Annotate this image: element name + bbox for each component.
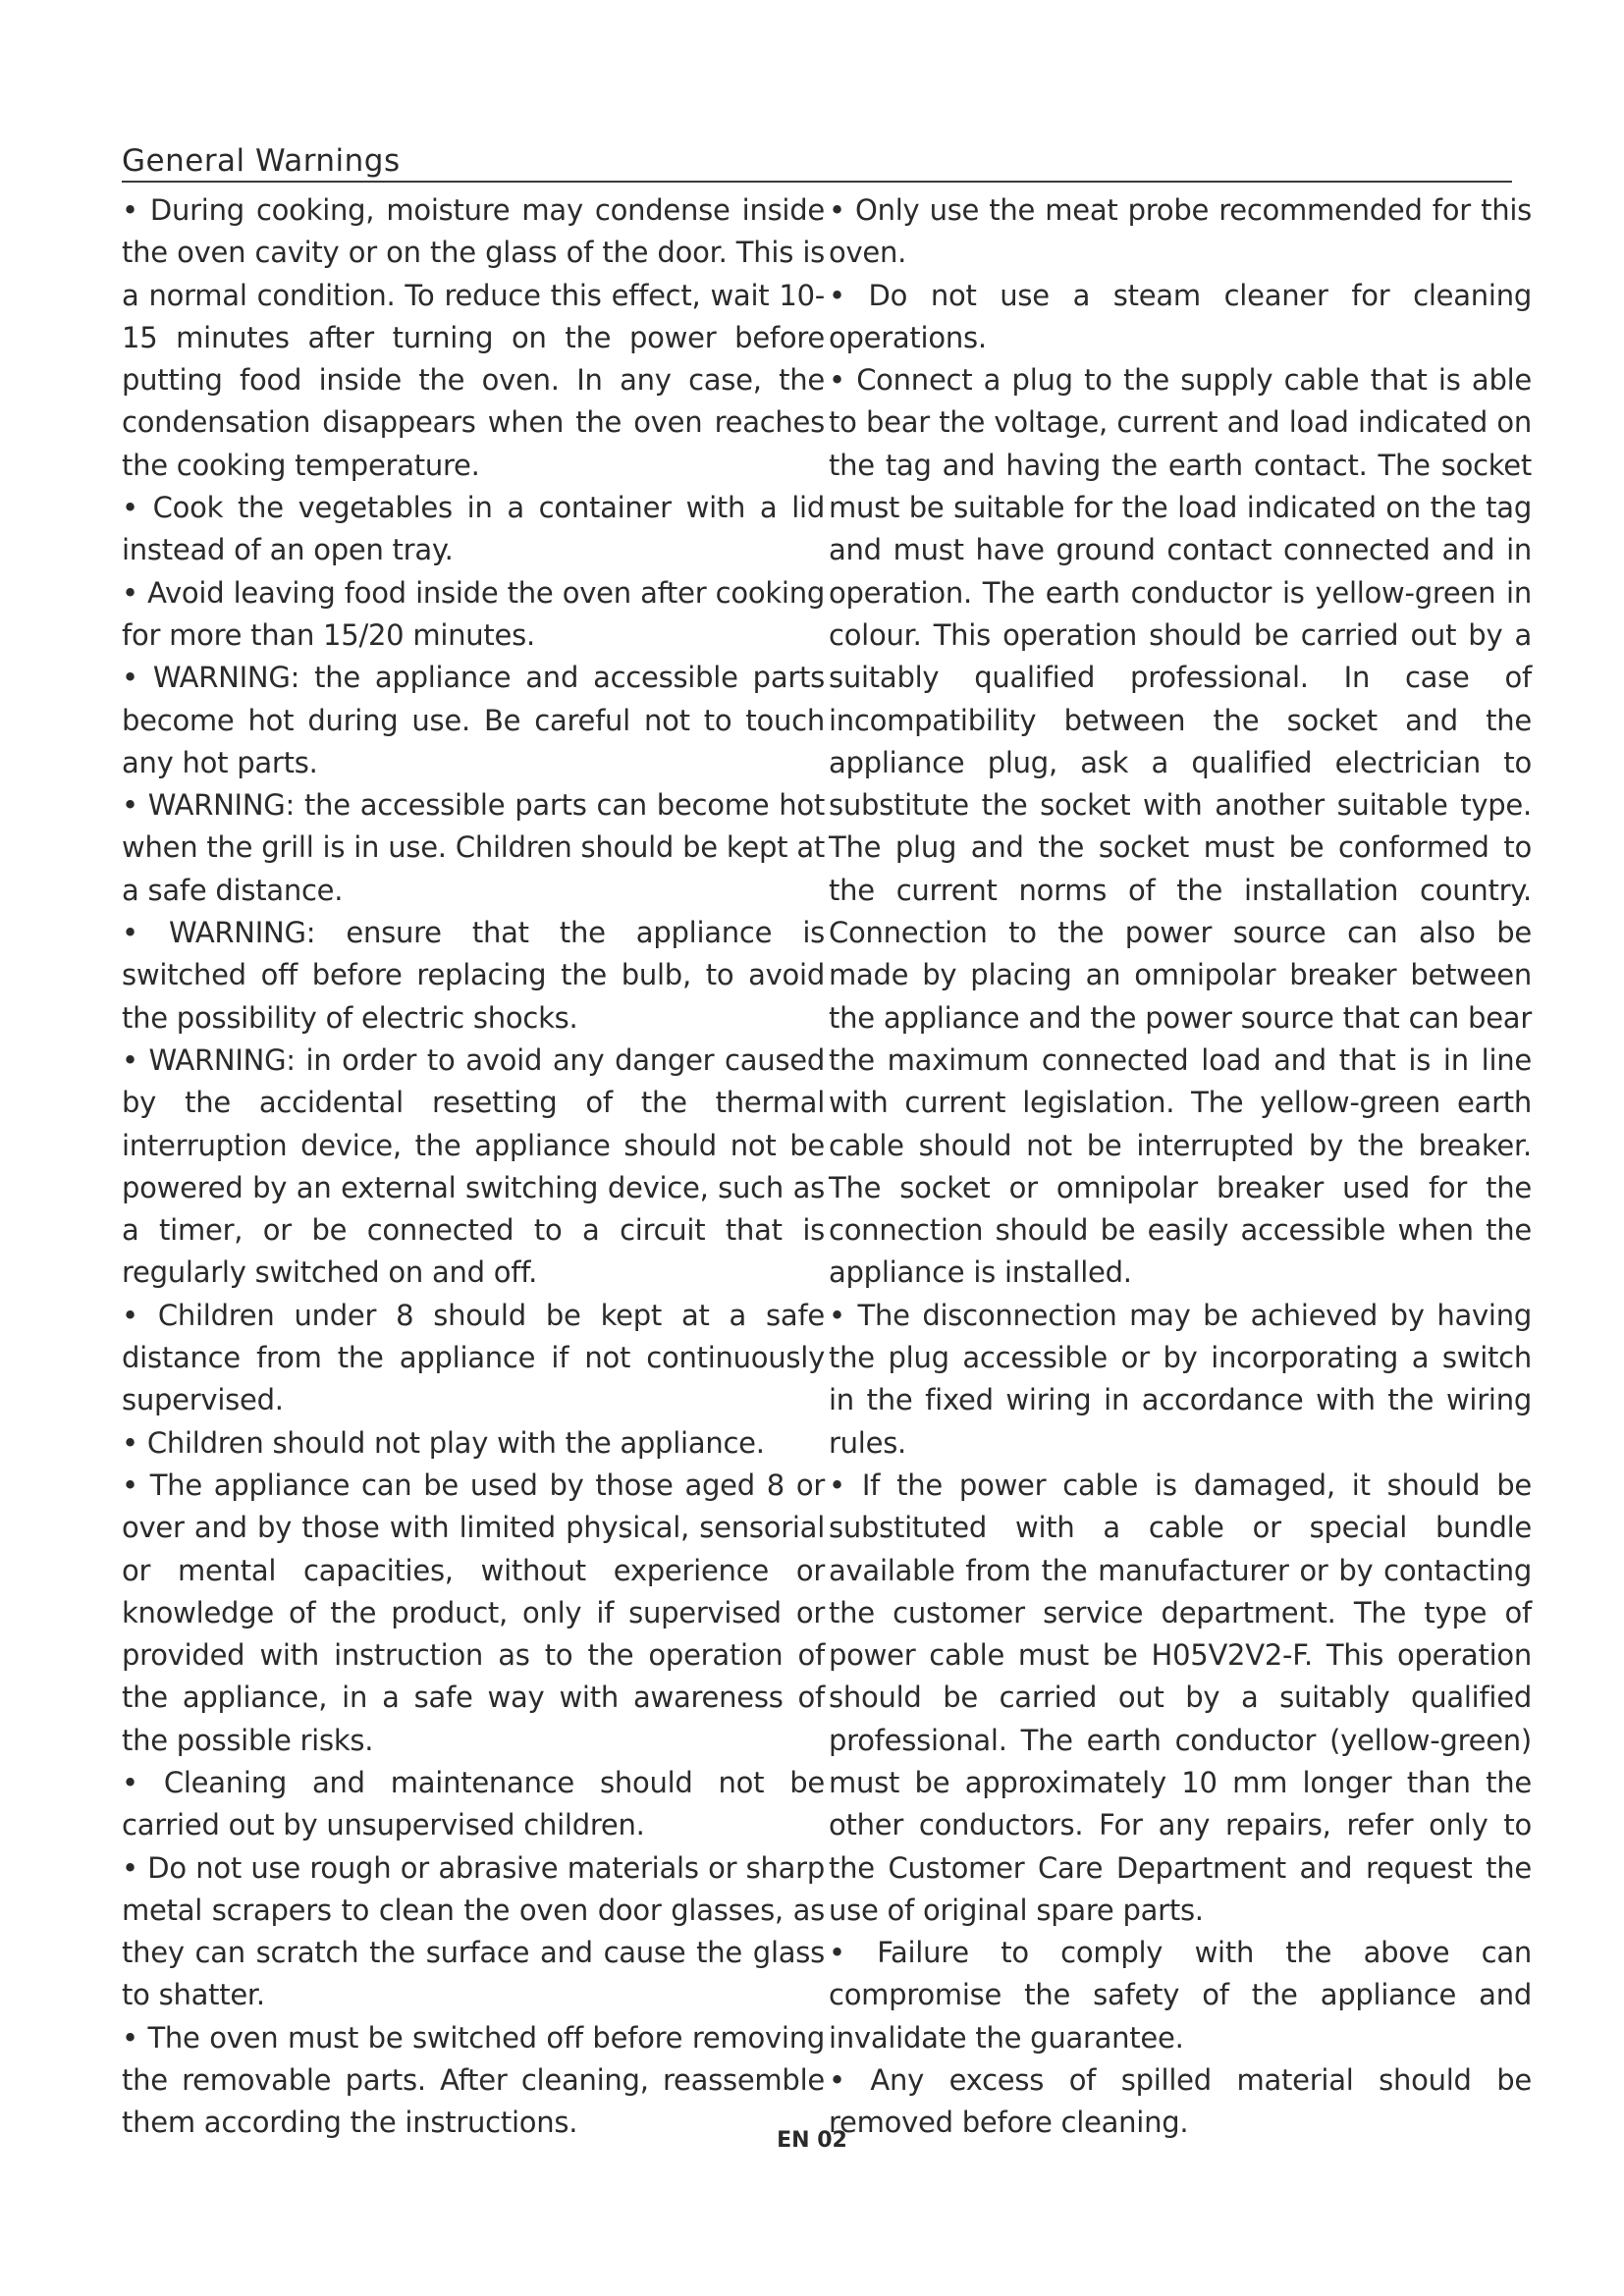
warning-paragraph: • Any excess of spilled material should be removed before cleaning. — [829, 2063, 1532, 2140]
warning-paragraph: • Only use the meat probe recommended for this oven. — [829, 193, 1532, 270]
warning-paragraph: • WARNING: the accessible parts can become hot when the grill is in use. Children should be kept at a safe distance. — [122, 788, 825, 907]
warning-paragraph: • Cleaning and maintenance should not be carried out by unsupervised children. — [122, 1765, 825, 1842]
warning-paragraph: • Connect a plug to the supply cable that is able to bear the voltage, current and load indicated on the tag and having the earth contact. The socket must be suitable for the load indicated on the tag and must have ground contact connected and in operation. The earth conductor is yellow-green in colour. This operation should be carried out by a suitably qualified professional. In case of incompatibility between the socket and the appliance plug, ask a qualified electrician to substitute the socket with another suitable type. The plug and the socket must be conformed to the current norms of the installation country. Connection to the power source can also be made by placing an omnipolar breaker between the appliance and the power source that can bear the maximum connected load and that is in line with current legislation. The yellow-green earth cable should not be interrupted by the breaker. The socket or omnipolar breaker used for the connection should be easily accessible when the appliance is installed. — [829, 363, 1532, 1290]
warning-paragraph: • WARNING: the appliance and accessible parts become hot during use. Be careful not to touch any hot parts. — [122, 661, 825, 779]
warning-paragraph: • Do not use a steam cleaner for cleaning operations. — [829, 278, 1532, 354]
section-header — [122, 130, 1512, 183]
section-title: General Warnings — [122, 143, 401, 179]
right-column — [829, 189, 1532, 2145]
warning-paragraph: • WARNING: ensure that the appliance is switched off before replacing the bulb, to avoid the possibility of electric shocks. — [122, 916, 825, 1035]
warning-paragraph: • Children under 8 should be kept at a safe distance from the appliance if not continuously supervised. — [122, 1298, 825, 1417]
warning-paragraph: • During cooking, moisture may condense inside the oven cavity or on the glass of the door. This is a normal condition. To reduce this effect, wait 10-15 minutes after turning on the power before putting food inside the oven. In any case, the condensation disappears when the oven reaches the cooking temperature. — [122, 193, 825, 482]
page-number: EN 02 — [777, 2128, 847, 2153]
warning-paragraph: • Children should not play with the appliance. — [122, 1425, 765, 1460]
warning-paragraph: • Do not use rough or abrasive materials or sharp metal scrapers to clean the oven door glasses, as they can scratch the surface and cause the glass to shatter. — [122, 1850, 825, 2012]
warning-paragraph: • Avoid leaving food inside the oven after cooking for more than 15/20 minutes. — [122, 575, 825, 652]
warning-paragraph: • WARNING: in order to avoid any danger caused by the accidental resetting of the thermal interruption device, the appliance should not be powered by an external switching device, such as a timer, or be connected to a circuit that is regularly switched on and off. — [122, 1042, 825, 1290]
left-column — [122, 189, 825, 2145]
warning-paragraph: • The appliance can be used by those aged 8 or over and by those with limited physical, sensorial or mental capacities, without experience or knowledge of the product, only if supervised or provided with instruction as to the operation of the appliance, in a safe way with awareness of the possible risks. — [122, 1468, 825, 1757]
warning-paragraph: • The oven must be switched off before removing the removable parts. After cleaning, reassemble them according the instructions. — [122, 2020, 825, 2140]
warning-paragraph: • Failure to comply with the above can compromise the safety of the appliance and invalidate the guarantee. — [829, 1936, 1532, 2055]
warning-paragraph: • If the power cable is damaged, it should be substituted with a cable or special bundle available from the manufacturer or by contacting the customer service department. The type of power cable must be H05V2V2-F. This operation should be carried out by a suitably qualified professional. The earth conductor (yellow-green) must be approximately 10 mm longer than the other conductors. For any repairs, refer only to the Customer Care Department and request the use of original spare parts. — [829, 1468, 1532, 1927]
warning-paragraph: • The disconnection may be achieved by having the plug accessible or by incorporating a switch in the fixed wiring in accordance with the wiring rules. — [829, 1298, 1532, 1460]
warning-paragraph: • Cook the vegetables in a container with a lid instead of an open tray. — [122, 491, 825, 567]
